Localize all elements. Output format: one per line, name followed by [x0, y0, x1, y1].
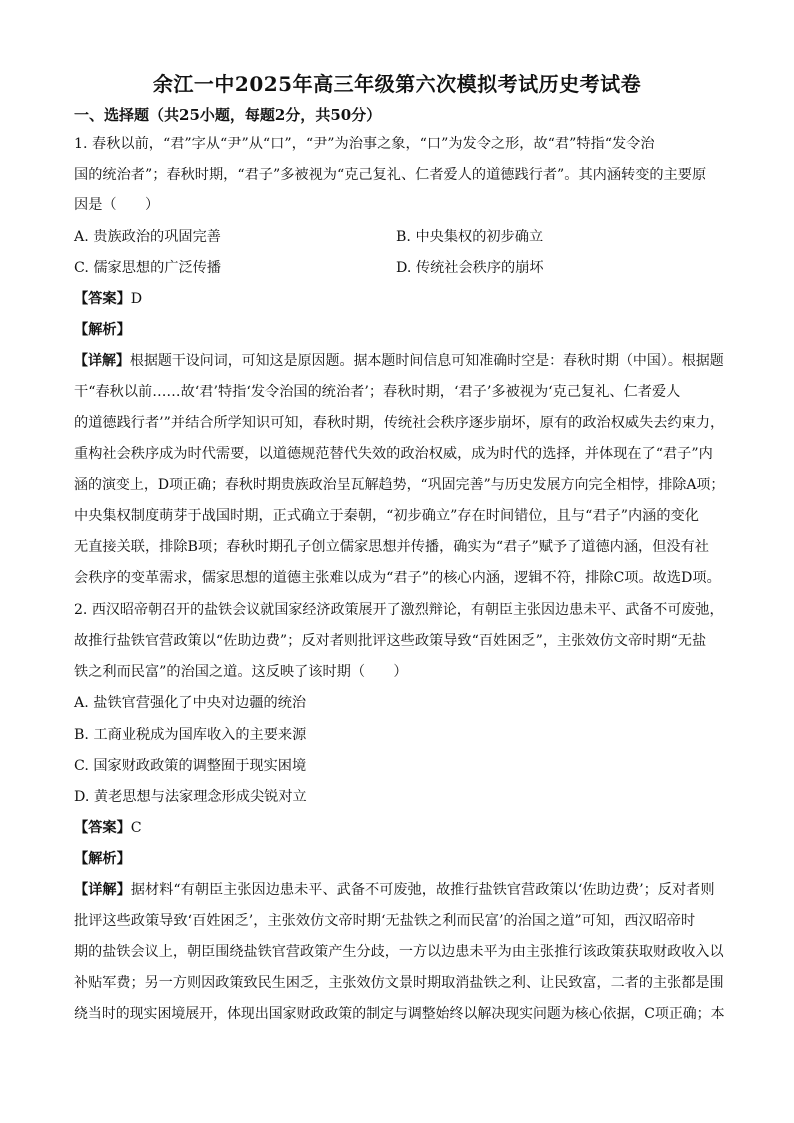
q1-detail-line-1: [74, 351, 724, 371]
q2-stem-line-2: 故推行盐铁官营政策以“佐助边费”；反对者则批评这些政策导致“百姓困乏”，主张效仿文帝时期“无盐: [74, 633, 707, 649]
exam-title: 余江一中2025年高三年级第六次模拟考试历史考试卷: [152, 72, 642, 96]
q2-option-a: A. 盐铁官营强化了中央对边疆的统治: [74, 695, 307, 711]
q1-stem-line-1: 1. 春秋以前，“君”字从“尹”从“口”，“尹”为治事之象，“口”为发令之形，故“君”特指“发令治: [74, 136, 655, 152]
q1-option-b: B. 中央集权的初步确立: [396, 229, 544, 245]
q2-stem-line-1: 2. 西汉昭帝朝召开的盐铁会议就国家经济政策展开了激烈辩论，有朝臣主张因边患未平、武备不可废弛，: [74, 602, 724, 618]
q1-option-a: A. 贵族政治的巩固完善: [74, 229, 221, 245]
q1-answer: [74, 289, 142, 309]
q2-option-d: D. 黄老思想与法家理念形成尖锐对立: [74, 789, 307, 805]
q2-detail-line-3: 期的盐铁会议上，朝臣围绕盐铁官营政策产生分歧，一方以边患未平为由主张推行该政策获取财政收入以: [74, 944, 724, 960]
q1-detail-line-3: 的道德践行者’”并结合所学知识可知，春秋时期，传统社会秩序逐步崩坏，原有的政治权威失去约束力，: [74, 415, 725, 431]
q1-option-d: D. 传统社会秩序的崩坏: [396, 260, 544, 276]
detail-tag: 【详解】: [74, 882, 131, 898]
analysis-tag: 【解析】: [74, 851, 131, 867]
q2-detail-line-4: 补贴军费；另一方则因政策致民生困乏，主张效仿文景时期取消盐铁之利、让民致富，二者的主张都是围: [74, 975, 724, 991]
answer-value: D: [130, 291, 143, 307]
q1-detail-line-7: 无直接关联，排除B项；春秋时期孔子创立儒家思想并传播，确实为“君子”赋予了道德内涵，但没有社: [74, 539, 709, 555]
answer-tag: 【答案】: [74, 291, 131, 307]
q2-analysis-tag: [74, 849, 131, 869]
detail-text: 据材料“有朝臣主张因边患未平、武备不可废弛，故推行盐铁官营政策以‘佐助边费’；反对者则: [130, 882, 715, 898]
q1-stem-line-2: 国的统治者”；春秋时期，“君子”多被视为“克己复礼、仁者爱人的道德践行者”。其内涵转变的主要原: [74, 167, 707, 183]
q1-detail-line-5: 涵的演变上，D项正确；春秋时期贵族政治呈瓦解趋势，“巩固完善”与历史发展方向完全相悖，排除A项；: [74, 477, 725, 493]
q1-stem-line-3: 因是（ ）: [74, 197, 160, 213]
q1-detail-line-4: 重构社会秩序成为时代需要，以道德规范替代失效的政治权威，成为时代的选择，并体现在了“君子”内: [74, 446, 713, 462]
q2-detail-line-5: 绕当时的现实困境展开，体现出国家财政政策的制定与调整始终以解决现实问题为核心依据，C项正确；本: [74, 1006, 725, 1022]
analysis-tag: 【解析】: [74, 322, 131, 338]
q1-option-c: C. 儒家思想的广泛传播: [74, 260, 222, 276]
q2-detail-line-2: 批评这些政策导致‘百姓困乏’，主张效仿文帝时期‘无盐铁之利而民富’的治国之道”可知，西汉昭帝时: [74, 913, 696, 929]
q1-detail-line-6: 中央集权制度萌芽于战国时期，正式确立于秦朝，“初步确立”存在时间错位，且与“君子”内涵的变化: [74, 508, 699, 524]
q2-option-c: C. 国家财政政策的调整囿于现实困境: [74, 758, 307, 774]
q2-answer: [74, 818, 142, 838]
detail-tag: 【详解】: [74, 353, 130, 369]
q1-detail-line-2: 干“春秋以前……故‘君’特指‘发令治国的统治者’；春秋时期，‘君子’多被视为‘克己复礼、仁者爱人: [74, 384, 681, 400]
q1-detail-line-8: 会秩序的变革需求，儒家思想的道德主张难以成为“君子”的核心内涵，逻辑不符，排除C项。故选D项。: [74, 570, 721, 586]
answer-tag: 【答案】: [74, 820, 131, 836]
section-heading: 一、选择题（共25小题，每题2分，共50分）: [74, 106, 382, 124]
detail-text: 根据题干设问词，可知这是原因题。据本题时间信息可知准确时空是：春秋时期（中国）。根据题: [129, 353, 724, 369]
q2-option-b: B. 工商业税成为国库收入的主要来源: [74, 727, 307, 743]
answer-value: C: [130, 820, 142, 836]
q1-analysis-tag: [74, 320, 131, 340]
q2-detail-line-1: [74, 880, 715, 900]
q2-stem-line-3: 铁之利而民富”的治国之道。这反映了该时期（ ）: [74, 664, 408, 680]
